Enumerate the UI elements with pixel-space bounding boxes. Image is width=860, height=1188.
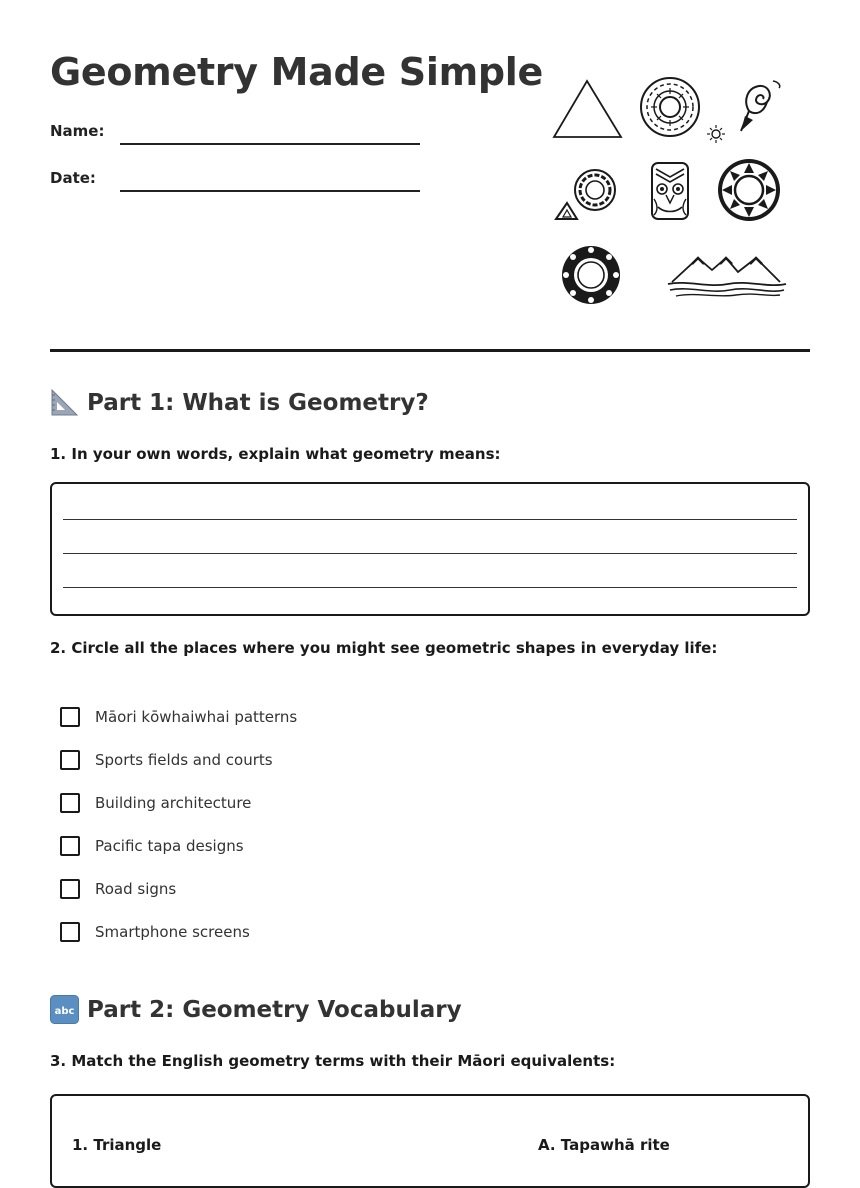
scalloped-ring-icon <box>562 246 620 304</box>
option-label: Sports fields and courts <box>95 751 273 769</box>
option-checkbox[interactable] <box>60 793 80 813</box>
option-label: Pacific tapa designs <box>95 837 244 855</box>
option-row <box>60 791 251 815</box>
header-divider <box>50 349 810 352</box>
question-1: 1. In your own words, explain what geometry means: <box>50 445 501 463</box>
matching-box <box>50 1094 810 1188</box>
option-label: Road signs <box>95 880 177 898</box>
option-checkbox[interactable] <box>60 922 80 942</box>
part1-heading-text: Part 1: What is Geometry? <box>87 389 429 416</box>
option-label: Smartphone screens <box>95 923 250 941</box>
tiki-mask-icon <box>652 163 688 219</box>
abc-icon <box>50 995 79 1024</box>
date-field[interactable] <box>120 190 420 192</box>
option-label: Māori kōwhaiwhai patterns <box>95 708 298 726</box>
question-3: 3. Match the English geometry terms with their Māori equivalents: <box>50 1052 616 1070</box>
koru-spiral-icon <box>741 81 780 131</box>
match-term-left: 1. Triangle <box>72 1136 162 1154</box>
part2-heading <box>50 995 462 1024</box>
mountains-waves-icon <box>668 258 786 296</box>
option-checkbox[interactable] <box>60 707 80 727</box>
option-row <box>60 705 297 729</box>
small-triangle-icon <box>556 203 577 219</box>
name-label: Name: <box>50 122 105 140</box>
option-label: Building architecture <box>95 794 252 812</box>
triangular-ruler-icon <box>50 388 79 417</box>
option-checkbox[interactable] <box>60 879 80 899</box>
option-checkbox[interactable] <box>60 836 80 856</box>
page-title: Geometry Made Simple <box>50 50 543 94</box>
name-field[interactable] <box>120 143 420 145</box>
decorative-artwork <box>550 76 810 310</box>
option-row <box>60 748 273 772</box>
date-label: Date: <box>50 169 96 187</box>
match-term-right: A. Tapawhā rite <box>538 1136 670 1154</box>
option-row <box>60 920 250 944</box>
star-burst-icon <box>718 159 780 221</box>
option-checkbox[interactable] <box>60 750 80 770</box>
answer-line <box>63 519 797 520</box>
part2-heading-text: Part 2: Geometry Vocabulary <box>87 996 462 1023</box>
question-2: 2. Circle all the places where you might see geometric shapes in everyday life: <box>50 639 718 657</box>
option-row <box>60 834 244 858</box>
svg-text:abc: abc <box>54 1006 75 1017</box>
answer-line <box>63 587 797 588</box>
koru-ring-icon <box>641 78 699 136</box>
answer-line <box>63 553 797 554</box>
small-sun-icon <box>707 125 725 143</box>
option-row <box>60 877 176 901</box>
part1-heading <box>50 388 429 417</box>
triangle-icon <box>554 81 621 137</box>
ring-icon <box>575 170 615 210</box>
answer-box-q1[interactable] <box>50 482 810 616</box>
